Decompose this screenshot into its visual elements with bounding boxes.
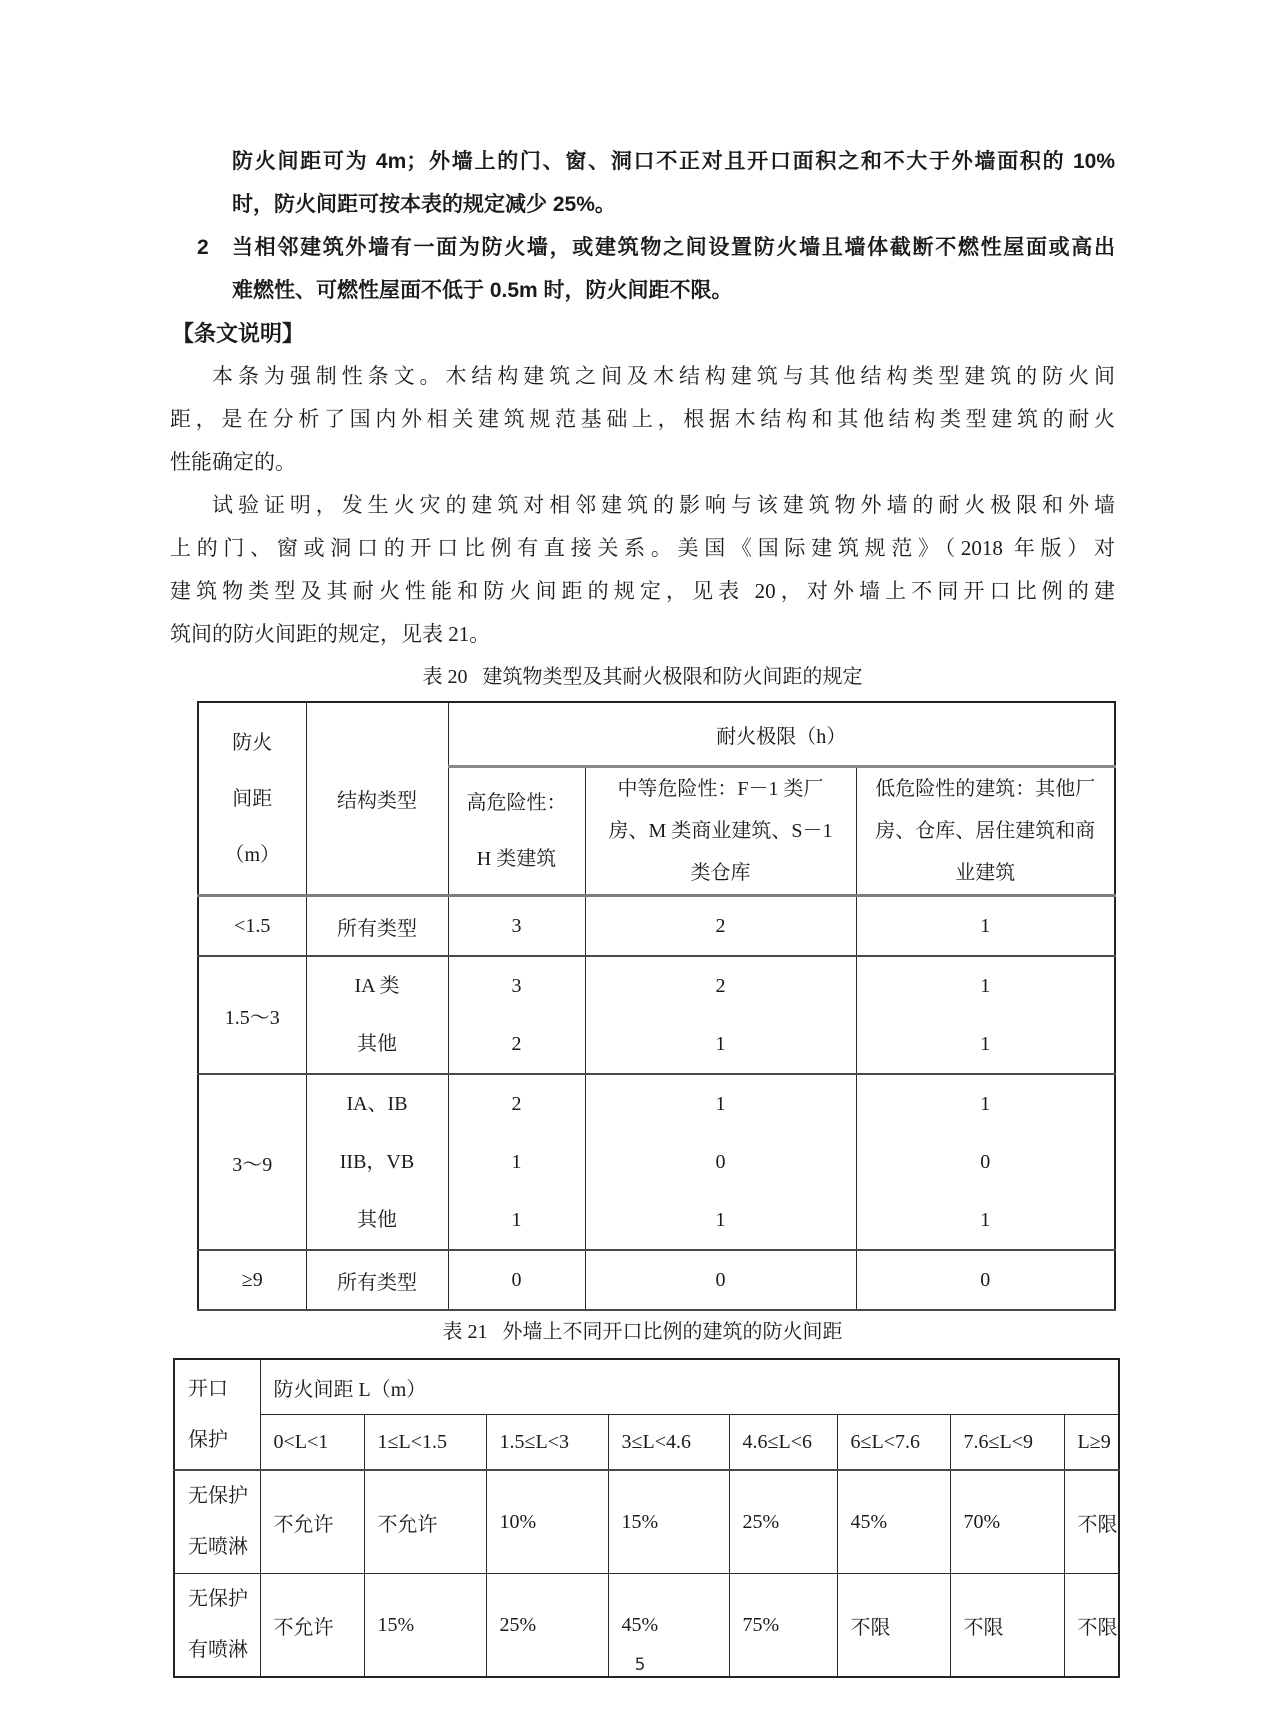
table-21-header-row-1 <box>174 1359 1119 1415</box>
table-21-header-row-2 <box>174 1415 1119 1471</box>
cell-line: IA、IB <box>346 1093 408 1115</box>
range-header: 3≤L<4.6 <box>608 1415 729 1471</box>
cell-value: 1 <box>856 896 1115 957</box>
body-text-line: 时，防火间距可按本表的规定减少 25%。 <box>232 193 616 216</box>
cell-line: 3 <box>511 975 522 997</box>
table-20-header-high-hazard <box>448 767 585 896</box>
header-line: 间距 <box>232 787 273 810</box>
cell-value <box>856 1074 1115 1250</box>
cell-line: 1 <box>511 1209 522 1231</box>
table-row <box>174 1470 1119 1574</box>
table-20-header-spacing <box>198 702 306 896</box>
cell-line: 1 <box>980 975 991 997</box>
header-line: 高危险性： <box>466 792 567 814</box>
cell-line: 有喷淋 <box>188 1639 248 1661</box>
header-line: 房、M 类商业建筑、S－1 <box>608 820 833 842</box>
table-21-title: 表 21 外墙上不同开口比例的建筑的防火间距 <box>442 1321 843 1343</box>
cell-line: 2 <box>715 975 726 997</box>
cell-value <box>585 1074 856 1250</box>
table-20-title: 表 20 建筑物类型及其耐火极限和防火间距的规定 <box>422 666 863 688</box>
cell-line: 0 <box>715 1151 726 1173</box>
table-20-header-low-hazard <box>856 767 1115 896</box>
table-row <box>198 1250 1115 1310</box>
body-text-line: 距，是在分析了国内外相关建筑规范基础上，根据木结构和其他结构类型建筑的耐火 <box>170 407 1115 431</box>
cell-line: 无喷淋 <box>188 1536 248 1558</box>
cell-value: 0 <box>448 1250 585 1310</box>
body-text-line: 建筑物类型及其耐火性能和防火间距的规定，见表 20，对外墙上不同开口比例的建 <box>170 579 1115 603</box>
cell-value <box>856 956 1115 1074</box>
header-line: 业建筑 <box>955 862 1016 884</box>
paragraph-2 <box>170 484 1115 656</box>
table-21-header-separation: 防火间距 L（m） <box>260 1359 1119 1415</box>
cell-value: 不限 <box>1064 1574 1119 1678</box>
cell-value: 0 <box>585 1250 856 1310</box>
cell-line: 其他 <box>357 1209 397 1231</box>
table-21-header-opening-protection <box>174 1359 260 1470</box>
cell-type: 所有类型 <box>306 896 448 957</box>
list-item-body <box>232 226 1115 312</box>
cell-value: 不允许 <box>364 1470 486 1574</box>
cell-line: IA 类 <box>354 975 400 997</box>
cell-value: 不限 <box>1064 1470 1119 1574</box>
cell-value: 70% <box>950 1470 1064 1574</box>
list-item-2 <box>197 226 1115 312</box>
table-20-header-structure-type: 结构类型 <box>306 702 448 896</box>
cell-value: 2 <box>585 896 856 957</box>
body-text-line: 防火间距可为 4m；外墙上的门、窗、洞口不正对且开口面积之和不大于外墙面积的 10% <box>232 150 1115 173</box>
body-text-line: 当相邻建筑外墙有一面为防火墙，或建筑物之间设置防火墙且墙体截断不燃性屋面或高出 <box>232 236 1115 259</box>
cell-line: 1 <box>980 1093 991 1115</box>
list-item-1-continuation <box>232 140 1115 226</box>
header-line: 保护 <box>188 1428 228 1451</box>
section-heading: 【条文说明】 <box>172 321 305 346</box>
cell-spacing: ≥9 <box>198 1250 306 1310</box>
header-line: 开口 <box>188 1377 228 1400</box>
body-text-line: 上的门、窗或洞口的开口比例有直接关系。美国《国际建筑规范》（2018 年版）对 <box>170 536 1115 560</box>
range-header: 4.6≤L<6 <box>729 1415 837 1471</box>
header-line: H 类建筑 <box>476 848 557 870</box>
cell-spacing: 1.5～3 <box>198 956 306 1074</box>
header-line: 防火 <box>232 731 273 754</box>
header-line: 低危险性的建筑：其他厂 <box>875 778 1096 800</box>
cell-value: 45% <box>608 1574 729 1678</box>
range-header: 1.5≤L<3 <box>486 1415 608 1471</box>
cell-value: 不限 <box>837 1574 950 1678</box>
range-header: L≥9 <box>1064 1415 1119 1471</box>
cell-line: 2 <box>511 1093 522 1115</box>
cell-value: 15% <box>364 1574 486 1678</box>
cell-line: IIB，VB <box>339 1151 415 1173</box>
cell-spacing: <1.5 <box>198 896 306 957</box>
cell-type <box>306 956 448 1074</box>
cell-line: 无保护 <box>188 1588 248 1610</box>
cell-type <box>306 1074 448 1250</box>
cell-value: 25% <box>486 1574 608 1678</box>
cell-value <box>448 956 585 1074</box>
cell-spacing: 3～9 <box>198 1074 306 1250</box>
list-item-number: 2 <box>197 236 209 259</box>
range-header: 7.6≤L<9 <box>950 1415 1064 1471</box>
cell-value: 10% <box>486 1470 608 1574</box>
cell-value: 45% <box>837 1470 950 1574</box>
cell-value: 0 <box>856 1250 1115 1310</box>
table-20-header-row-1 <box>198 702 1115 767</box>
table-row <box>198 896 1115 957</box>
cell-label <box>174 1470 260 1574</box>
range-header: 0<L<1 <box>260 1415 364 1471</box>
body-text-line: 本条为强制性条文。木结构建筑之间及木结构建筑与其他结构类型建筑的防火间 <box>212 364 1115 388</box>
table-21 <box>173 1358 1120 1678</box>
table-row <box>198 1074 1115 1250</box>
cell-value <box>448 1074 585 1250</box>
body-text-line: 试验证明，发生火灾的建筑对相邻建筑的影响与该建筑物外墙的耐火极限和外墙 <box>212 493 1115 517</box>
cell-line: 1 <box>980 1209 991 1231</box>
page-number: 5 <box>634 1655 646 1675</box>
body-text-line: 筑间的防火间距的规定，见表 21。 <box>170 622 491 646</box>
cell-value: 不限 <box>950 1574 1064 1678</box>
cell-line: 0 <box>980 1151 991 1173</box>
table-20-header-medium-hazard <box>585 767 856 896</box>
cell-value: 15% <box>608 1470 729 1574</box>
header-line: 中等危险性：F－1 类厂 <box>617 778 824 800</box>
cell-line: 1 <box>715 1033 726 1055</box>
body-text-line: 性能确定的。 <box>170 450 296 474</box>
range-header: 6≤L<7.6 <box>837 1415 950 1471</box>
cell-line: 其他 <box>357 1033 397 1055</box>
header-line: 类仓库 <box>690 862 751 884</box>
cell-line: 1 <box>715 1093 726 1115</box>
cell-value: 25% <box>729 1470 837 1574</box>
cell-value: 不允许 <box>260 1470 364 1574</box>
header-line: 房、仓库、居住建筑和商 <box>875 820 1096 842</box>
range-header: 1≤L<1.5 <box>364 1415 486 1471</box>
cell-value: 3 <box>448 896 585 957</box>
table-20 <box>197 701 1116 1311</box>
cell-line: 1 <box>980 1033 991 1055</box>
cell-line: 1 <box>511 1151 522 1173</box>
paragraph-1 <box>170 355 1115 484</box>
cell-line: 1 <box>715 1209 726 1231</box>
header-line: （m） <box>224 843 281 866</box>
cell-type: 所有类型 <box>306 1250 448 1310</box>
body-text-line: 难燃性、可燃性屋面不低于 0.5m 时，防火间距不限。 <box>232 279 733 302</box>
cell-line: 无保护 <box>188 1485 248 1507</box>
cell-value: 不允许 <box>260 1574 364 1678</box>
table-row <box>198 956 1115 1074</box>
table-20-header-fire-resistance: 耐火极限（h） <box>448 702 1115 767</box>
cell-value <box>585 956 856 1074</box>
cell-line: 2 <box>511 1033 522 1055</box>
cell-value: 75% <box>729 1574 837 1678</box>
